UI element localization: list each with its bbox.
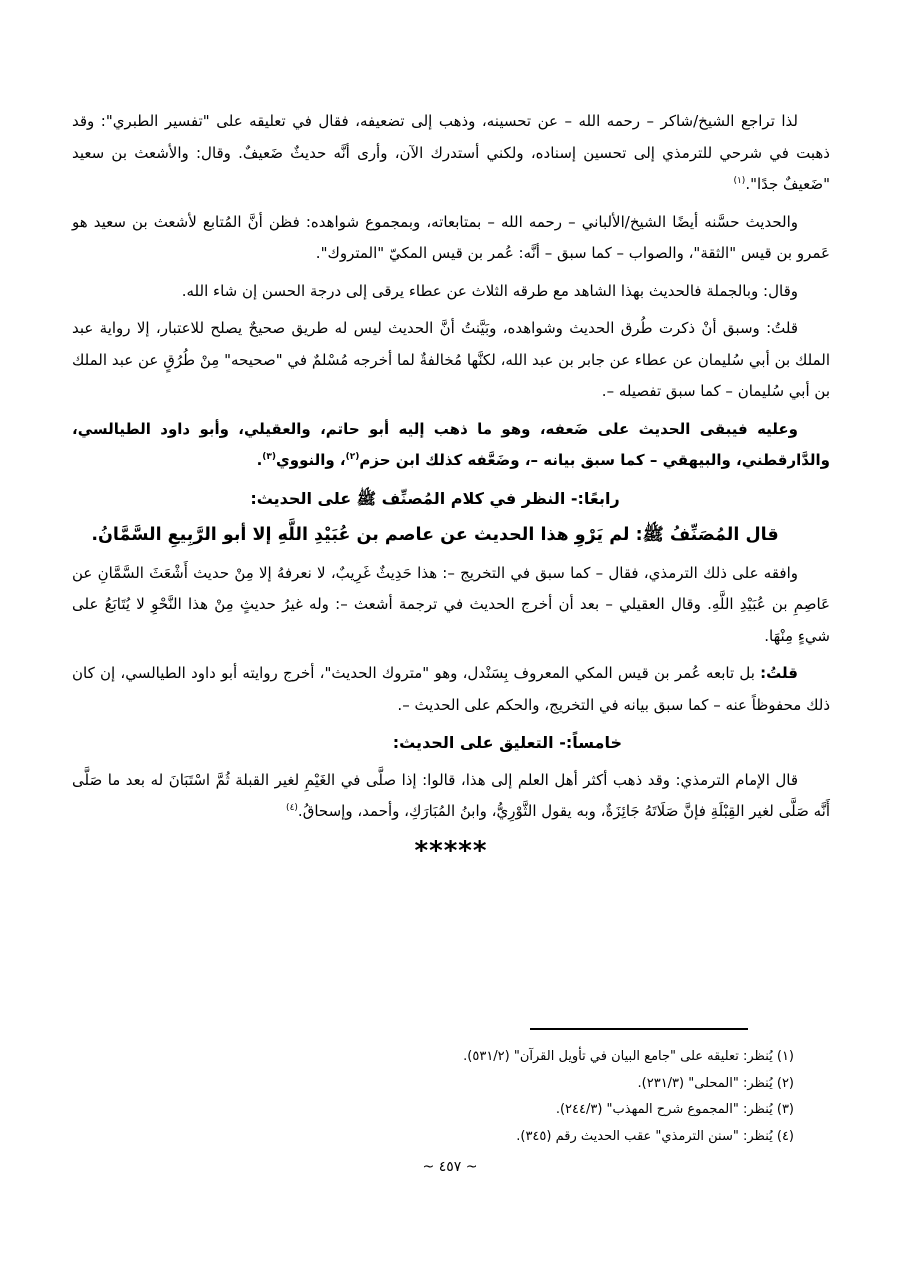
paragraph-7-lead: قلتُ: bbox=[760, 664, 798, 682]
main-text bbox=[72, 106, 830, 867]
page-number: ~ ٤٥٧ ~ bbox=[422, 1159, 478, 1175]
footnote-ref-1: (١) bbox=[733, 176, 746, 186]
section-heading-4: رابعًا:- النظر في كلام المُصنِّف ﷺ على الحديث: bbox=[250, 488, 620, 508]
footnote-ref-4: (٤) bbox=[286, 803, 298, 813]
footnote-3: (٣) يُنظر: "المجموع شرح المهذب" (٢٤٤/٣). bbox=[555, 1102, 794, 1117]
paragraph-2: والحديث حسَّنه أيضًا الشيخ/الألباني – رحمه الله – بمتابعاته، وبمجموع شواهده: فظن أنَّ المُتابع لأشعث بن سعيد هو عَمرو بن قيس "الثقة"، والصواب – كما سبق – أنَّه: عُمر بن قيس المكيّ "المتروك". bbox=[72, 212, 830, 262]
paragraph-5: وعليه فيبقى الحديث على ضَعفه، وهو ما ذهب إليه أبو حاتم، والعقيلي، وأبو داود الطيالسي، والدَّارقطني، والبيهقي – كما سبق بيانه –، وضَعَّفه كذلك ابن حزم$^{(٢)}$، والنووي$^{(٣)}$. bbox=[72, 419, 830, 469]
paragraph-6: وافقه على ذلك الترمذي، فقال – كما سبق في التخريج –: هذا حَدِيثٌ غَرِيبٌ، لا نعرفهُ إلا مِنْ حديث أَشْعَثَ السَّمَّانِ عن عَاصِمِ بن عُبَيْدِ اللَّهِ. وقال العقيلي – بعد أن أخرج الحديث في ترجمة أشعث –: وله غيرُ حديثٍ مِنْ هذا النَّحْوِ لا يُتَابَعُ على شيءٍ مِنْهَا. bbox=[72, 563, 830, 645]
footnote-1: (١) يُنظر: تعليقه على "جامع البيان في تأويل القرآن" (٥٣١/٢). bbox=[463, 1049, 794, 1064]
section-heading-5: خامساً:- التعليق على الحديث: bbox=[392, 733, 622, 752]
author-quote-heading: قال المُصَنِّفُ ﷺ: لم يَرْوِ هذا الحديث عن عاصم بن عُبَيْدِ اللَّهِ إلا أبو الرَّبِيعِ السَّمَّانُ. bbox=[91, 525, 779, 545]
section-separator: ***** bbox=[414, 835, 488, 866]
footnote-divider bbox=[530, 1028, 748, 1030]
footnote-4: (٤) يُنظر: "سنن الترمذي" عقب الحديث رقم (٣٤٥). bbox=[516, 1128, 794, 1144]
paragraph-8: قال الإمام الترمذي: وقد ذهب أكثر أهل العلم إلى هذا، قالوا: إذا صلَّى في الغَيْمِ لغير القبلة ثُمَّ اسْتَبَانَ له بعد ما صَلَّى أَنَّه صَلَّى لغير القِبْلَةِ فإنَّ صَلَاتَهُ جَائِزَةٌ، وبه يقول الثَّوْرِيُّ، وابنُ المُبَارَكِ، وأحمد، وإسحاقُ.$^{(٤)}$ bbox=[72, 770, 830, 820]
paragraph-7: قلتُ: بل تابعه عُمر بن قيس المكي المعروف بِسَنْدل، وهو "متروك الحديث"، أخرج روايته أبو داود الطيالسي، إن كان ذلك محفوظاً عنه – كما سبق بيانه في التخريج، والحكم على الحديث –. bbox=[72, 664, 830, 714]
paragraph-3: وقال: وبالجملة فالحديث بهذا الشاهد مع طرقه الثلاث عن عطاء يرقى إلى درجة الحسن إن شاء الله. bbox=[181, 281, 798, 300]
footnotes bbox=[194, 1044, 794, 1150]
footnote-ref-2: (٢) bbox=[345, 452, 360, 462]
footnote-ref-3: (٣) bbox=[262, 452, 277, 462]
paragraph-4: قلتُ: وسبق أنْ ذكرت طُرق الحديث وشواهده، وبَيَّنتُ أنَّ الحديث ليس له طريق صحيحٌ يصلح للاعتبار، إلا رواية عبد الملك بن أبي سُليمان عن عطاء عن جابر بن عبد الله، لكنَّها مُخالفةٌ لما أخرجه مُسْلمٌ في "صحيحه" مِنْ طُرُقٍ عن عبد الملك بن أبي سُليمان – كما سبق تفصيله –. bbox=[72, 319, 830, 400]
footnote-2: (٢) يُنظر: "المحلى" (٢٣١/٣). bbox=[637, 1075, 794, 1091]
paragraph-1: لذا تراجع الشيخ/شاكر – رحمه الله – عن تحسينه، وذهب إلى تضعيفه، فقال في تعليقه على "تفسير الطبري": وقد ذهبت في شرحي للترمذي إلى تحسين إسناده، ولكني أستدرك الآن، وأرى أنَّه حديثٌ ضَعيفٌ. وقال: والأشعث بن سعيد "ضَعيفٌ جدًا".$^{(١)}$ bbox=[72, 112, 830, 193]
